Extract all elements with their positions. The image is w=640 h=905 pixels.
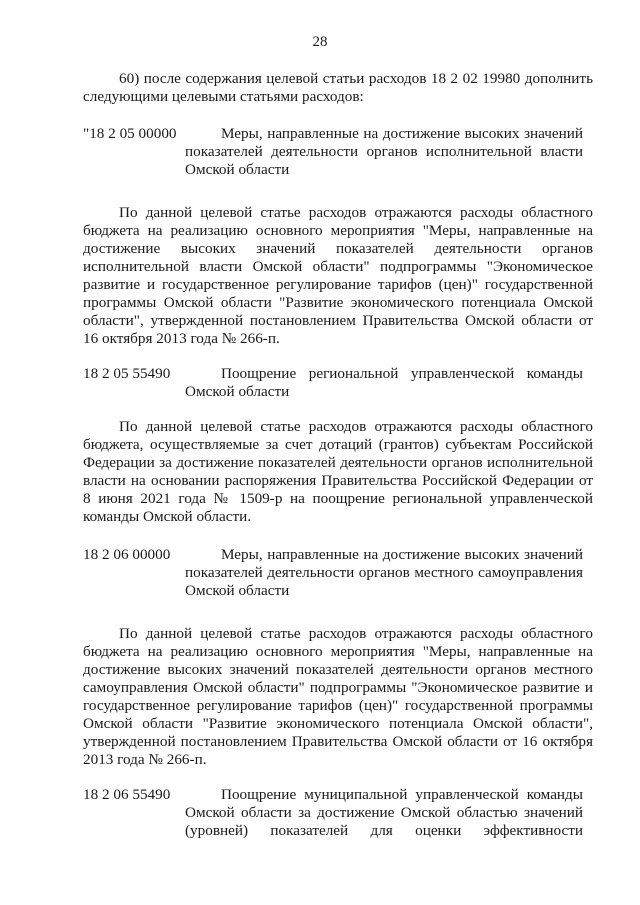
item-description: По данной целевой статье расходов отражаются расходы областного бюджета на реализацию основного мероприятия "Меры, направленные на достижение высоких значений показателей деятельности органов исполнительной власти Омской области" подпрограммы "Экономическое развитие и государственное регулирование тарифов (цен)" государственной программы Омской области "Развитие экономического потенциала Омской области", утвержденной постановлением Правительства Омской области от 16 октября 2013 года № 266-п. xyxy=(83,204,593,347)
item-title: Меры, направленные на достижение высоких значений показателей деятельности органов исполнительной власти Омской области xyxy=(185,125,583,178)
item-title: Меры, направленные на достижение высоких значений показателей деятельности органов местного самоуправления Омской области xyxy=(185,546,583,599)
intro-paragraph: 60) после содержания целевой статьи расходов 18 2 02 19980 дополнить следующими целевыми статьями расходов: xyxy=(83,70,593,105)
item-description: По данной целевой статье расходов отражаются расходы областного бюджета, осуществляемые за счет дотаций (грантов) субъектам Российской Федерации за достижение показателей деятельности органов исполнительной власти на основании распоряжения Правительства Российской Федерации от 8 июня 2021 года № 1509-р на поощрение региональной управленческой команды Омской области. xyxy=(83,418,593,525)
item-description: По данной целевой статье расходов отражаются расходы областного бюджета на реализацию основного мероприятия "Меры, направленные на достижение высоких значений показателей деятельности органов местного самоуправления Омской области" подпрограммы "Экономическое развитие и государственное регулирование тарифов (цен)" государственной программы Омской области "Развитие экономического потенциала Омской области", утвержденной постановлением Правительства Омской области от 16 октября 2013 года № 266-п. xyxy=(83,625,593,768)
item-title: Поощрение муниципальной управленческой команды Омской области за достижение Омской областью значений (уровней) показателей для оценки эффективности xyxy=(185,786,583,839)
item-code: "18 2 05 00000 xyxy=(83,125,177,142)
item-code: 18 2 06 00000 xyxy=(83,546,171,563)
item-title: Поощрение региональной управленческой команды Омской области xyxy=(185,365,583,400)
item-code: 18 2 06 55490 xyxy=(83,786,171,803)
item-code: 18 2 05 55490 xyxy=(83,365,171,382)
page-number: 28 xyxy=(312,34,328,50)
